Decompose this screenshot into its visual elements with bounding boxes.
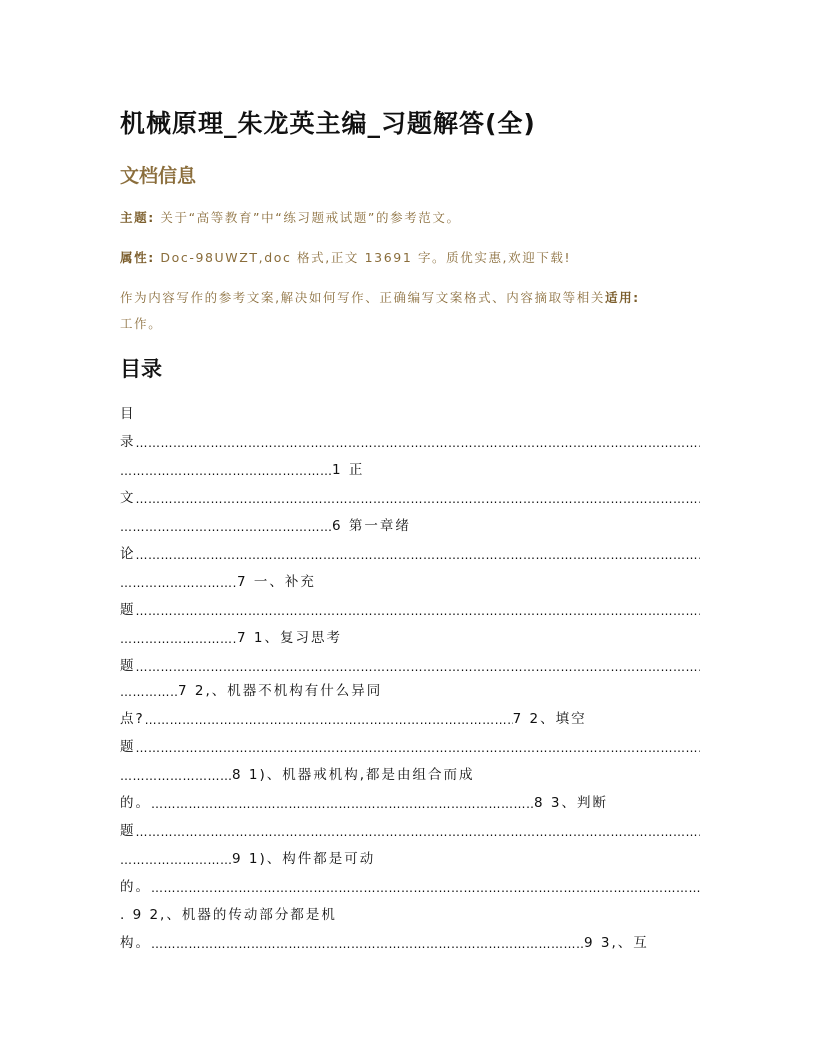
toc-entry-text: 文: [120, 490, 136, 506]
toc-entry[interactable]: [120, 873, 700, 895]
toc-entry[interactable]: [120, 456, 700, 478]
info-heading: 文档信息: [120, 165, 197, 187]
toc-entry[interactable]: [120, 540, 700, 562]
usage-paragraph: [120, 285, 705, 337]
toc-entry-text: 题: [120, 658, 136, 674]
usage-tail: 工作。: [120, 316, 163, 331]
toc-leader-dots: [120, 464, 332, 478]
attribute-label: 属性:: [120, 250, 155, 265]
usage-label: 适用:: [604, 290, 640, 305]
toc-entry-page: 8 3、判断: [534, 795, 608, 811]
toc-leader-dots: [136, 604, 701, 618]
toc-entry[interactable]: [120, 901, 700, 923]
toc-entry[interactable]: [120, 484, 700, 506]
toc-leader-dots: [136, 492, 701, 506]
subject-text: 关于“高等教育”中“练习题戒试题”的参考范文。: [154, 210, 461, 225]
toc-entry[interactable]: [120, 400, 700, 422]
toc-entry[interactable]: [120, 705, 700, 727]
toc-entry-page: 7 2,、机器不机构有什么异同: [178, 683, 383, 699]
toc-leader-dots: [151, 881, 700, 895]
toc-leader-dots: [120, 520, 332, 534]
toc-entry[interactable]: [120, 677, 700, 699]
toc-entry[interactable]: [120, 428, 700, 450]
toc-entry[interactable]: [120, 929, 700, 951]
toc-leader-dots: [151, 797, 534, 811]
toc-entry-page: 7 2、填空: [512, 711, 587, 727]
toc-entry[interactable]: [120, 596, 700, 618]
toc-heading: 目录: [120, 357, 162, 381]
toc-entry-text: 构。: [120, 935, 151, 951]
toc-entry-text: 目: [120, 406, 136, 422]
toc-entry-text: 的。: [120, 795, 151, 811]
toc-entry-page: 7 一、补充: [237, 574, 316, 590]
toc-entry-text: 题: [120, 823, 136, 839]
toc-entry[interactable]: [120, 733, 700, 755]
toc-entry[interactable]: [120, 512, 700, 534]
toc-leader-dots: [136, 660, 701, 674]
toc-entry-page: 9 1)、构件都是可动: [232, 851, 376, 867]
usage-text: 作为内容写作的参考文案,解决如何写作、正确编写文案格式、内容摘取等相关: [120, 290, 605, 305]
toc-entry-text: 录: [120, 434, 136, 450]
toc-entry-text: 论: [120, 546, 136, 562]
toc-entry[interactable]: [120, 652, 700, 674]
toc-entry-text: 题: [120, 602, 136, 618]
toc-leader-dots: [151, 937, 584, 951]
toc-leader-dots: [120, 853, 232, 867]
toc-leader-dots: [120, 632, 237, 646]
toc-entry[interactable]: [120, 761, 700, 783]
toc-entry-page: 8 1)、机器戒机构,都是由组合而成: [232, 767, 475, 783]
toc-entry-text: 点?: [120, 711, 145, 727]
toc-entry-page: 1 正: [332, 462, 365, 478]
toc-entry[interactable]: [120, 568, 700, 590]
toc-entry-text: 题: [120, 739, 136, 755]
toc-entry-text: . 9 2,、机器的传动部分都是机: [120, 907, 337, 923]
subject-line: [120, 205, 705, 231]
attribute-text: Doc-98UWZT,doc 格式,正文 13691 字。质优实惠,欢迎下载!: [154, 250, 572, 265]
toc-entry[interactable]: [120, 624, 700, 646]
toc-leader-dots: [136, 825, 701, 839]
attribute-line: [120, 245, 705, 271]
toc-entry-page: 7 1、复习思考: [237, 630, 342, 646]
toc-entry-text: 的。: [120, 879, 151, 895]
toc-leader-dots: [145, 713, 513, 727]
toc-entry[interactable]: [120, 845, 700, 867]
toc-leader-dots: [120, 769, 232, 783]
toc-entry[interactable]: [120, 817, 700, 839]
toc-leader-dots: [136, 741, 701, 755]
toc-leader-dots: [136, 548, 701, 562]
toc-leader-dots: [136, 436, 701, 450]
toc-entry[interactable]: [120, 789, 700, 811]
toc-entry-page: 9 3,、互: [584, 935, 649, 951]
toc-leader-dots: [120, 685, 178, 699]
toc-entry-page: 6 第一章绪: [332, 518, 411, 534]
toc-leader-dots: [120, 576, 237, 590]
document-title: 机械原理_朱龙英主编_习题解答(全): [120, 109, 536, 138]
subject-label: 主题:: [120, 210, 155, 225]
